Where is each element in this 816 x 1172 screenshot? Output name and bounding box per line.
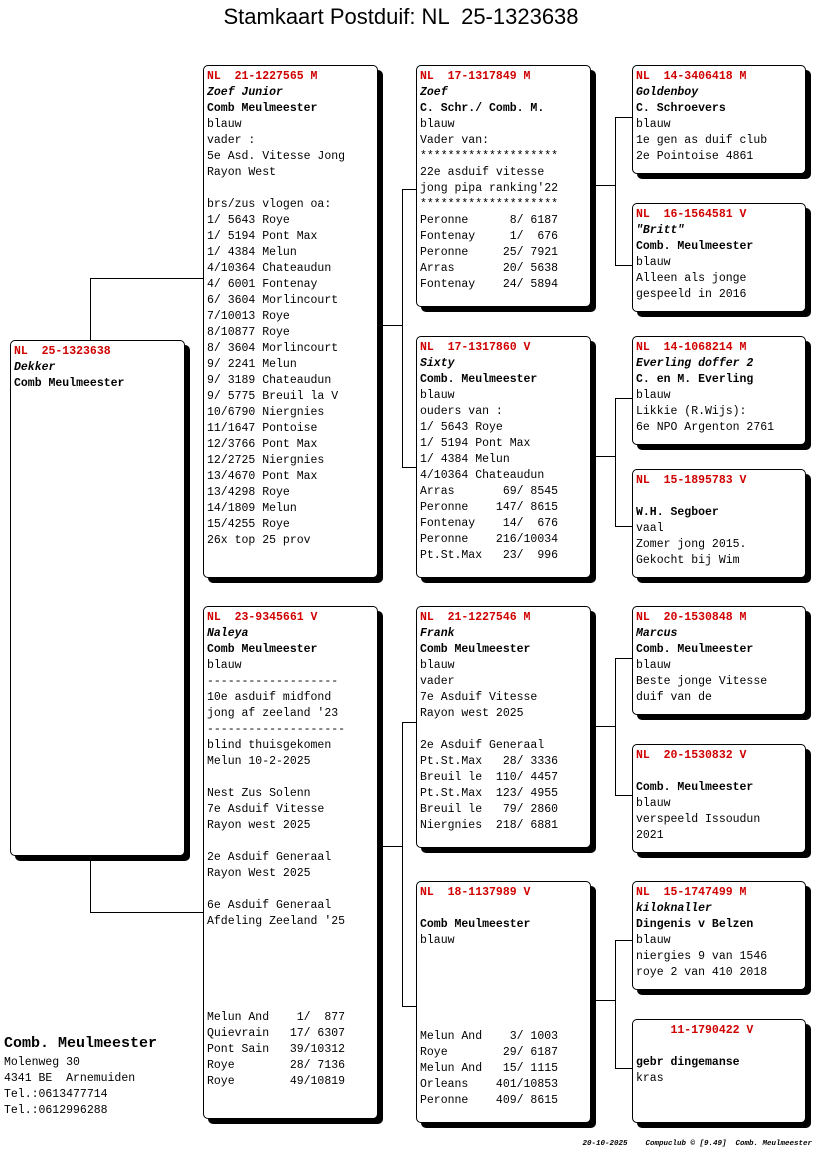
pedigree-card-mmm[interactable] — [632, 1019, 806, 1123]
card-detail-line: 7e Asduif Vitesse — [420, 691, 538, 704]
card-detail-line: Rayon west 2025 — [420, 707, 524, 720]
card-detail-line: duif van de — [636, 691, 712, 704]
pigeon-name — [636, 489, 802, 505]
connector — [615, 658, 616, 795]
card-detail-line: ******************** — [420, 198, 559, 211]
card-detail-line: ******************** — [420, 150, 559, 163]
connector — [615, 940, 632, 941]
owner-name: Comb Meulmeester — [207, 102, 318, 115]
card-detail-line: 1/ 4384 Melun — [207, 246, 297, 259]
pedigree-card-mmf[interactable] — [632, 881, 806, 990]
card-detail-line — [207, 962, 374, 978]
ring-number: NL 21-1227565 M — [207, 70, 318, 83]
card-detail-line: 1/ 4384 Melun — [420, 453, 510, 466]
card-detail-line: blauw — [420, 118, 455, 131]
card-details — [636, 658, 802, 706]
card-detail-line: 1e gen as duif club — [636, 134, 768, 147]
connector — [593, 726, 615, 727]
card-detail-line: niergies 9 van 1546 — [636, 950, 768, 963]
card-detail-line: blauw — [636, 389, 671, 402]
connector — [380, 325, 402, 326]
connector — [615, 117, 616, 265]
connector — [615, 398, 616, 526]
pigeon-name: Zoef — [420, 86, 448, 99]
ring-number: NL 15-1895783 V — [636, 474, 747, 487]
card-detail-line: 26x top 25 prov — [207, 534, 311, 547]
card-detail-line: -------------------- — [207, 723, 346, 736]
card-detail-line: 1/ 5194 Pont Max — [207, 230, 318, 243]
card-detail-line: 13/4670 Pont Max — [207, 470, 318, 483]
pigeon-name: "Britt" — [636, 224, 685, 237]
card-detail-line: 2e Pointoise 4861 — [636, 150, 754, 163]
card-detail-line: 13/4298 Roye — [207, 486, 290, 499]
ring-number: NL 20-1530848 M — [636, 611, 747, 624]
pedigree-card-fff[interactable] — [632, 65, 806, 174]
pedigree-card-father-mother[interactable] — [416, 336, 591, 578]
card-detail-line: 6e Asduif Generaal — [207, 899, 332, 912]
card-detail-line: 14/1809 Melun — [207, 502, 297, 515]
pedigree-card-bird[interactable] — [10, 340, 185, 856]
pigeon-name: kiloknaller — [636, 902, 712, 915]
pigeon-name: Everling doffer 2 — [636, 357, 754, 370]
card-detail-line: brs/zus vlogen oa: — [207, 198, 332, 211]
card-detail-line: blauw — [420, 389, 455, 402]
connector — [615, 265, 632, 266]
connector — [593, 185, 615, 186]
pigeon-name: Dekker — [14, 361, 56, 374]
card-detail-line — [420, 965, 587, 981]
card-detail-line: Roye 49/10819 — [207, 1075, 346, 1088]
connector — [402, 722, 403, 1006]
card-detail-line: kras — [636, 1072, 664, 1085]
card-detail-line: blauw — [636, 659, 671, 672]
card-details — [636, 117, 802, 165]
ring-number: NL 14-1068214 M — [636, 341, 747, 354]
owner-name: Comb. Meulmeester — [636, 240, 754, 253]
connector — [615, 117, 632, 118]
card-detail-line — [420, 722, 587, 738]
card-detail-line: gespeeld in 2016 — [636, 288, 747, 301]
card-detail-line: Breuil le 110/ 4457 — [420, 771, 559, 784]
connector — [402, 1006, 416, 1007]
card-details — [420, 117, 587, 293]
card-detail-line: Roye 29/ 6187 — [420, 1046, 559, 1059]
card-detail-line: Afdeling Zeeland '25 — [207, 915, 346, 928]
card-detail-line: Peronne 147/ 8615 — [420, 501, 559, 514]
card-detail-line: 11/1647 Pontoise — [207, 422, 318, 435]
connector — [402, 189, 416, 190]
card-detail-line: 4/10364 Chateaudun — [420, 469, 545, 482]
card-detail-line: Pt.St.Max 123/ 4955 — [420, 787, 559, 800]
page-title: Stamkaart Postduif: NL 25-1323638 — [223, 4, 579, 29]
card-detail-line: Pt.St.Max 23/ 996 — [420, 549, 559, 562]
breeder-postcode: 4341 BE Arnemuiden — [4, 1072, 136, 1085]
card-detail-line — [207, 994, 374, 1010]
card-detail-line: 2e Asduif Generaal — [207, 851, 332, 864]
card-detail-line — [207, 930, 374, 946]
card-detail-line: Nest Zus Solenn — [207, 787, 311, 800]
card-detail-line — [420, 1013, 587, 1029]
breeder-phone: Tel.:0612996288 — [4, 1104, 108, 1117]
card-detail-line: roye 2 van 410 2018 — [636, 966, 768, 979]
card-details — [420, 658, 587, 834]
card-detail-line — [207, 834, 374, 850]
card-detail-line: Orleans 401/10853 — [420, 1078, 559, 1091]
card-detail-line: 4/ 6001 Fontenay — [207, 278, 318, 291]
card-detail-line: 22e asduif vitesse — [420, 166, 545, 179]
card-detail-line: 2021 — [636, 829, 664, 842]
pedigree-card-fmf[interactable] — [632, 336, 806, 445]
card-detail-line: Arras 20/ 5638 — [420, 262, 559, 275]
connector — [615, 398, 632, 399]
card-detail-line: 4/10364 Chateaudun — [207, 262, 332, 275]
card-details — [636, 933, 802, 981]
card-detail-line — [207, 882, 374, 898]
card-detail-line: jong af zeeland '23 — [207, 707, 339, 720]
connector — [90, 278, 203, 279]
card-detail-line: blauw — [207, 659, 242, 672]
card-detail-line — [207, 770, 374, 786]
owner-name: C. Schroevers — [636, 102, 726, 115]
card-detail-line — [420, 981, 587, 997]
card-detail-line: blauw — [636, 797, 671, 810]
card-detail-line: vader : — [207, 134, 256, 147]
card-detail-line: 6e NPO Argenton 2761 — [636, 421, 775, 434]
card-detail-line: 9/ 3189 Chateaudun — [207, 374, 332, 387]
pigeon-name: Naleya — [207, 627, 249, 640]
pigeon-name: Zoef Junior — [207, 86, 283, 99]
card-detail-line: Alleen als jonge — [636, 272, 747, 285]
card-detail-line: 8/10877 Roye — [207, 326, 290, 339]
card-detail-line: ------------------- — [207, 675, 339, 688]
card-detail-line: Vader van: — [420, 134, 490, 147]
card-detail-line — [207, 978, 374, 994]
footer-credit: 20-10-2025 Compuclub © [9.49] Comb. Meulmeester — [582, 1140, 812, 1148]
connector — [593, 456, 615, 457]
card-details — [636, 521, 802, 569]
owner-name: gebr dingemanse — [636, 1056, 740, 1069]
card-detail-line: blauw — [636, 118, 671, 131]
card-detail-line: 10/6790 Niergnies — [207, 406, 325, 419]
breeder-info — [4, 1033, 157, 1119]
card-detail-line — [207, 181, 374, 197]
card-detail-line: Pont Sain 39/10312 — [207, 1043, 346, 1056]
card-details — [636, 255, 802, 303]
card-detail-line — [420, 997, 587, 1013]
breeder-phone: Tel.:0613477714 — [4, 1088, 108, 1101]
connector — [615, 940, 616, 1068]
ring-number: NL 15-1747499 M — [636, 886, 747, 899]
owner-name: W.H. Segboer — [636, 506, 719, 519]
ring-number: NL 14-3406418 M — [636, 70, 747, 83]
connector — [402, 467, 416, 468]
card-detail-line: 1/ 5643 Roye — [207, 214, 290, 227]
pigeon-name — [420, 901, 587, 917]
card-detail-line: Roye 28/ 7136 — [207, 1059, 346, 1072]
connector — [90, 912, 203, 913]
pedigree-card-mff[interactable] — [632, 606, 806, 715]
ring-number: NL 21-1227546 M — [420, 611, 531, 624]
card-details — [207, 658, 374, 1090]
card-detail-line: Melun And 3/ 1003 — [420, 1030, 559, 1043]
connector — [90, 278, 91, 340]
card-detail-line: 9/ 5775 Breuil la V — [207, 390, 339, 403]
ring-number: NL 25-1323638 — [14, 345, 111, 358]
ring-number: NL 17-1317849 M — [420, 70, 531, 83]
card-detail-line: Zomer jong 2015. — [636, 538, 747, 551]
owner-name: C. en M. Everling — [636, 373, 754, 386]
ring-number: NL 16-1564581 V — [636, 208, 747, 221]
pigeon-name: Marcus — [636, 627, 678, 640]
card-detail-line — [207, 946, 374, 962]
card-detail-line — [420, 949, 587, 965]
card-detail-line: 12/2725 Niergnies — [207, 454, 325, 467]
card-detail-line: Fontenay 14/ 676 — [420, 517, 559, 530]
ring-number: NL 20-1530832 V — [636, 749, 747, 762]
pedigree-card-fmm[interactable] — [632, 469, 806, 578]
card-detail-line: vaal — [636, 522, 664, 535]
connector — [615, 795, 632, 796]
card-detail-line: vader — [420, 675, 455, 688]
card-detail-line: Melun 10-2-2025 — [207, 755, 311, 768]
card-detail-line: blauw — [636, 934, 671, 947]
card-detail-line: Beste jonge Vitesse — [636, 675, 768, 688]
pedigree-card-mother-father[interactable] — [416, 606, 591, 848]
owner-name: Comb. Meulmeester — [636, 781, 754, 794]
card-detail-line: 5e Asd. Vitesse Jong — [207, 150, 346, 163]
card-detail-line: 12/3766 Pont Max — [207, 438, 318, 451]
breeder-name: Comb. Meulmeester — [4, 1035, 158, 1052]
card-detail-line: ouders van : — [420, 405, 503, 418]
connector — [615, 1068, 632, 1069]
pigeon-name — [636, 764, 802, 780]
pigeon-name: Frank — [420, 627, 455, 640]
pedigree-card-father[interactable] — [203, 65, 378, 578]
owner-name: Comb. Meulmeester — [420, 373, 538, 386]
owner-name: Comb. Meulmeester — [636, 643, 754, 656]
owner-name: Comb Meulmeester — [420, 643, 531, 656]
card-detail-line: Peronne 409/ 8615 — [420, 1094, 559, 1107]
card-detail-line: Pt.St.Max 28/ 3336 — [420, 755, 559, 768]
card-details — [420, 933, 587, 1109]
pedigree-card-father-father[interactable] — [416, 65, 591, 307]
ring-number: NL 17-1317860 V — [420, 341, 531, 354]
card-detail-line: Melun And 15/ 1115 — [420, 1062, 559, 1075]
card-details — [420, 388, 587, 564]
connector — [402, 722, 416, 723]
card-detail-line: Quievrain 17/ 6307 — [207, 1027, 346, 1040]
owner-name: Dingenis v Belzen — [636, 918, 754, 931]
card-details — [636, 796, 802, 844]
card-detail-line: 6/ 3604 Morlincourt — [207, 294, 339, 307]
card-details — [636, 388, 802, 436]
owner-name: Comb Meulmeester — [207, 643, 318, 656]
card-detail-line: Rayon west 2025 — [207, 819, 311, 832]
card-detail-line: jong pipa ranking'22 — [420, 182, 559, 195]
card-detail-line: 2e Asduif Generaal — [420, 739, 545, 752]
card-detail-line: 7/10013 Roye — [207, 310, 290, 323]
card-detail-line: Likkie (R.Wijs): — [636, 405, 747, 418]
connector — [615, 526, 632, 527]
card-detail-line: 8/ 3604 Morlincourt — [207, 342, 339, 355]
card-detail-line: 7e Asduif Vitesse — [207, 803, 325, 816]
card-detail-line: blauw — [207, 118, 242, 131]
card-detail-line: Rayon West 2025 — [207, 867, 311, 880]
ring-number: NL 23-9345661 V — [207, 611, 318, 624]
owner-name: Comb Meulmeester — [14, 377, 125, 390]
connector — [615, 658, 632, 659]
ring-number: NL 18-1137989 V — [420, 886, 531, 899]
card-detail-line: 1/ 5643 Roye — [420, 421, 503, 434]
card-detail-line: Fontenay 24/ 5894 — [420, 278, 559, 291]
card-detail-line: Rayon West — [207, 166, 277, 179]
card-detail-line: 10e asduif midfond — [207, 691, 332, 704]
owner-name: C. Schr./ Comb. M. — [420, 102, 545, 115]
pedigree-card-mother-mother[interactable] — [416, 881, 591, 1123]
card-detail-line: 1/ 5194 Pont Max — [420, 437, 531, 450]
card-detail-line: Gekocht bij Wim — [636, 554, 740, 567]
connector — [593, 1000, 615, 1001]
card-details — [207, 117, 374, 549]
card-detail-line: Niergnies 218/ 6881 — [420, 819, 559, 832]
card-detail-line: Fontenay 1/ 676 — [420, 230, 559, 243]
pedigree-card-ffm[interactable] — [632, 203, 806, 312]
card-detail-line: Breuil le 79/ 2860 — [420, 803, 559, 816]
card-detail-line: verspeeld Issoudun — [636, 813, 761, 826]
owner-name: Comb Meulmeester — [420, 918, 531, 931]
pigeon-name — [636, 1039, 802, 1055]
connector — [402, 189, 403, 467]
pigeon-name: Sixty — [420, 357, 455, 370]
pedigree-card-mfm[interactable] — [632, 744, 806, 853]
card-detail-line: blauw — [420, 934, 455, 947]
card-detail-line: blauw — [420, 659, 455, 672]
card-detail-line: blauw — [636, 256, 671, 269]
pedigree-card-mother[interactable] — [203, 606, 378, 1119]
connector — [380, 846, 402, 847]
connector — [90, 856, 91, 912]
card-detail-line: 9/ 2241 Melun — [207, 358, 297, 371]
card-details — [636, 1071, 802, 1087]
card-detail-line: Peronne 216/10034 — [420, 533, 559, 546]
card-detail-line: Peronne 25/ 7921 — [420, 246, 559, 259]
card-detail-line: 15/4255 Roye — [207, 518, 290, 531]
card-detail-line: Arras 69/ 8545 — [420, 485, 559, 498]
card-detail-line: Peronne 8/ 6187 — [420, 214, 559, 227]
breeder-address: Molenweg 30 — [4, 1056, 80, 1069]
pigeon-name: Goldenboy — [636, 86, 699, 99]
ring-number: 11-1790422 V — [636, 1024, 754, 1037]
card-detail-line: blind thuisgekomen — [207, 739, 332, 752]
card-detail-line: Melun And 1/ 877 — [207, 1011, 346, 1024]
